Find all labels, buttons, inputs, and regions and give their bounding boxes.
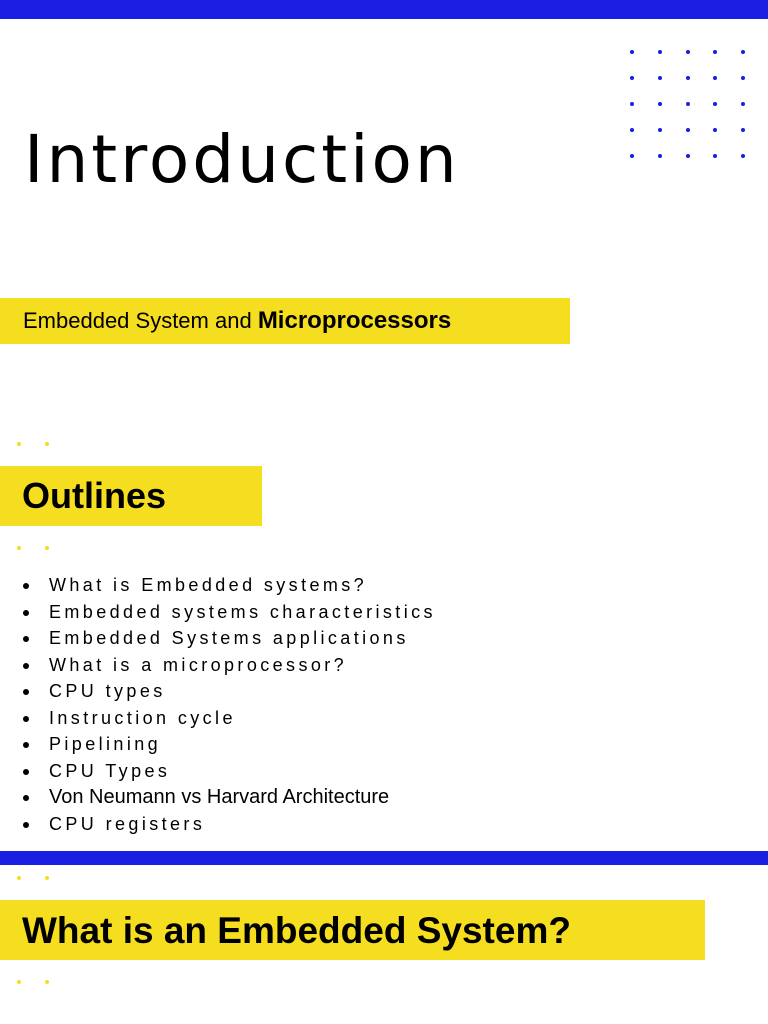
outline-item: Instruction cycle — [20, 705, 436, 732]
decorative-dot — [686, 50, 690, 54]
bullet-icon — [23, 742, 29, 748]
outline-item: CPU types — [20, 678, 436, 705]
decorative-dot — [741, 128, 745, 132]
outline-item: What is a microprocessor? — [20, 652, 436, 679]
outline-list — [20, 572, 436, 837]
decorative-dot-pair — [0, 970, 80, 990]
bullet-icon — [23, 610, 29, 616]
decorative-dot — [741, 154, 745, 158]
decorative-dot — [686, 102, 690, 106]
outline-item: Embedded systems characteristics — [20, 599, 436, 626]
decorative-dot-pair — [0, 535, 80, 565]
outline-item: CPU registers — [20, 811, 436, 838]
subtitle — [23, 307, 451, 335]
subtitle-bold-text: Microprocessors — [257, 307, 452, 334]
decorative-dot — [713, 50, 717, 54]
section-heading-band — [0, 900, 705, 960]
bullet-icon — [23, 716, 29, 722]
bullet-icon — [23, 769, 29, 775]
outlines-heading: Outlines — [22, 475, 167, 516]
decorative-dot — [713, 128, 717, 132]
bullet-icon — [23, 822, 29, 828]
decorative-dot — [17, 876, 21, 880]
decorative-dot — [741, 102, 745, 106]
decorative-dot — [713, 102, 717, 106]
decorative-dot — [658, 102, 662, 106]
decorative-dot — [17, 546, 21, 550]
page-title: Introduction — [24, 121, 460, 198]
decorative-dot — [45, 442, 49, 446]
decorative-dot — [17, 980, 21, 984]
decorative-dot — [45, 980, 49, 984]
decorative-dot — [630, 102, 634, 106]
decorative-dot — [741, 50, 745, 54]
decorative-dot — [713, 154, 717, 158]
outline-item: CPU Types — [20, 758, 436, 785]
decorative-dot — [630, 154, 634, 158]
decorative-dot — [658, 128, 662, 132]
bullet-icon — [23, 636, 29, 642]
subtitle-regular-text: Embedded System and — [23, 308, 258, 333]
outline-item: What is Embedded systems? — [20, 572, 436, 599]
bullet-icon — [23, 795, 29, 801]
decorative-dot — [630, 128, 634, 132]
bullet-icon — [23, 583, 29, 589]
decorative-dot — [45, 876, 49, 880]
decorative-dot-pair — [0, 870, 80, 890]
decorative-dot — [45, 546, 49, 550]
outline-item: Von Neumann vs Harvard Architecture — [20, 784, 436, 811]
subtitle-band — [0, 298, 570, 344]
decorative-dot — [658, 50, 662, 54]
bullet-icon — [23, 689, 29, 695]
outline-item: Embedded Systems applications — [20, 625, 436, 652]
decorative-dot — [686, 128, 690, 132]
decorative-dot — [741, 76, 745, 80]
decorative-dot — [686, 76, 690, 80]
decorative-dot — [630, 76, 634, 80]
decorative-dot — [686, 154, 690, 158]
decorative-dot-pair — [0, 430, 80, 470]
decorative-dot — [658, 76, 662, 80]
section-heading: What is an Embedded System? — [22, 910, 571, 951]
decorative-dot — [630, 50, 634, 54]
decorative-dot — [17, 442, 21, 446]
decorative-dot — [658, 154, 662, 158]
decorative-dot — [713, 76, 717, 80]
outline-item: Pipelining — [20, 731, 436, 758]
decorative-dot — [17, 520, 21, 524]
outlines-band — [0, 466, 262, 526]
bullet-icon — [23, 663, 29, 669]
section-divider-bar — [0, 851, 768, 865]
